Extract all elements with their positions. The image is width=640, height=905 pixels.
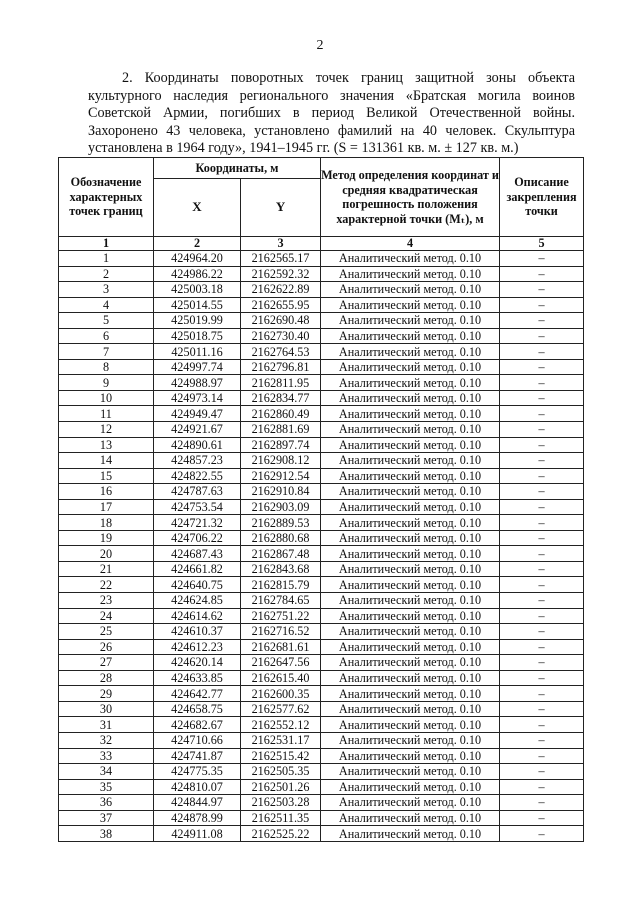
cell-x: 424612.23 xyxy=(154,639,241,655)
cell-point-id: 23 xyxy=(59,593,154,609)
cell-description: – xyxy=(500,282,584,298)
cell-description: – xyxy=(500,577,584,593)
cell-y: 2162834.77 xyxy=(241,390,321,406)
cell-x: 424614.62 xyxy=(154,608,241,624)
cell-x: 425019.99 xyxy=(154,313,241,329)
cell-x: 425003.18 xyxy=(154,282,241,298)
table-row xyxy=(59,515,584,531)
cell-point-id: 6 xyxy=(59,328,154,344)
cell-point-id: 37 xyxy=(59,810,154,826)
cell-method: Аналитический метод. 0.10 xyxy=(321,748,500,764)
table-row xyxy=(59,593,584,609)
cell-x: 424753.54 xyxy=(154,499,241,515)
cell-x: 424682.67 xyxy=(154,717,241,733)
cell-method: Аналитический метод. 0.10 xyxy=(321,251,500,267)
coordinates-table xyxy=(58,157,584,842)
cell-y: 2162647.56 xyxy=(241,655,321,671)
table-row xyxy=(59,639,584,655)
cell-method: Аналитический метод. 0.10 xyxy=(321,422,500,438)
cell-method: Аналитический метод. 0.10 xyxy=(321,701,500,717)
cell-y: 2162730.40 xyxy=(241,328,321,344)
cell-point-id: 16 xyxy=(59,484,154,500)
cell-description: – xyxy=(500,561,584,577)
cell-description: – xyxy=(500,375,584,391)
cell-method: Аналитический метод. 0.10 xyxy=(321,313,500,329)
cell-y: 2162615.40 xyxy=(241,670,321,686)
table-row xyxy=(59,624,584,640)
cell-x: 424661.82 xyxy=(154,561,241,577)
cell-x: 425018.75 xyxy=(154,328,241,344)
page-number: 2 xyxy=(316,38,324,53)
cell-point-id: 24 xyxy=(59,608,154,624)
cell-x: 424890.61 xyxy=(154,437,241,453)
cell-x: 424810.07 xyxy=(154,779,241,795)
cell-x: 424775.35 xyxy=(154,764,241,780)
cell-method: Аналитический метод. 0.10 xyxy=(321,810,500,826)
cell-method: Аналитический метод. 0.10 xyxy=(321,546,500,562)
cell-point-id: 31 xyxy=(59,717,154,733)
cell-description: – xyxy=(500,826,584,842)
cell-x: 424844.97 xyxy=(154,795,241,811)
cell-point-id: 10 xyxy=(59,390,154,406)
table-row xyxy=(59,313,584,329)
cell-method: Аналитический метод. 0.10 xyxy=(321,468,500,484)
cell-y: 2162867.48 xyxy=(241,546,321,562)
header-y: Y xyxy=(241,179,321,237)
cell-description: – xyxy=(500,437,584,453)
cell-point-id: 20 xyxy=(59,546,154,562)
cell-method: Аналитический метод. 0.10 xyxy=(321,561,500,577)
cell-method: Аналитический метод. 0.10 xyxy=(321,515,500,531)
table-row xyxy=(59,779,584,795)
table-row xyxy=(59,717,584,733)
cell-description: – xyxy=(500,297,584,313)
cell-description: – xyxy=(500,639,584,655)
table-row xyxy=(59,732,584,748)
cell-point-id: 36 xyxy=(59,795,154,811)
cell-description: – xyxy=(500,655,584,671)
table-row xyxy=(59,686,584,702)
cell-description: – xyxy=(500,328,584,344)
cell-method: Аналитический метод. 0.10 xyxy=(321,390,500,406)
table-row xyxy=(59,406,584,422)
cell-description: – xyxy=(500,313,584,329)
cell-x: 424640.75 xyxy=(154,577,241,593)
cell-x: 424949.47 xyxy=(154,406,241,422)
cell-description: – xyxy=(500,717,584,733)
cell-method: Аналитический метод. 0.10 xyxy=(321,328,500,344)
cell-method: Аналитический метод. 0.10 xyxy=(321,577,500,593)
cell-method: Аналитический метод. 0.10 xyxy=(321,655,500,671)
cell-method: Аналитический метод. 0.10 xyxy=(321,639,500,655)
cell-method: Аналитический метод. 0.10 xyxy=(321,624,500,640)
cell-description: – xyxy=(500,764,584,780)
cell-x: 425014.55 xyxy=(154,297,241,313)
cell-y: 2162531.17 xyxy=(241,732,321,748)
table-row xyxy=(59,251,584,267)
cell-description: – xyxy=(500,406,584,422)
cell-description: – xyxy=(500,593,584,609)
cell-x: 424964.20 xyxy=(154,251,241,267)
table-row xyxy=(59,468,584,484)
cell-point-id: 30 xyxy=(59,701,154,717)
cell-y: 2162908.12 xyxy=(241,453,321,469)
cell-x: 424624.85 xyxy=(154,593,241,609)
cell-point-id: 15 xyxy=(59,468,154,484)
cell-x: 424986.22 xyxy=(154,266,241,282)
cell-point-id: 25 xyxy=(59,624,154,640)
column-number: 4 xyxy=(321,237,500,251)
table-row xyxy=(59,546,584,562)
cell-x: 424687.43 xyxy=(154,546,241,562)
cell-method: Аналитический метод. 0.10 xyxy=(321,717,500,733)
cell-method: Аналитический метод. 0.10 xyxy=(321,499,500,515)
cell-x: 424658.75 xyxy=(154,701,241,717)
cell-point-id: 19 xyxy=(59,530,154,546)
cell-method: Аналитический метод. 0.10 xyxy=(321,795,500,811)
table-row xyxy=(59,764,584,780)
column-number: 5 xyxy=(500,237,584,251)
cell-x: 424822.55 xyxy=(154,468,241,484)
column-number: 1 xyxy=(59,237,154,251)
table-row xyxy=(59,390,584,406)
cell-y: 2162811.95 xyxy=(241,375,321,391)
cell-method: Аналитический метод. 0.10 xyxy=(321,593,500,609)
cell-y: 2162592.32 xyxy=(241,266,321,282)
cell-y: 2162843.68 xyxy=(241,561,321,577)
cell-description: – xyxy=(500,390,584,406)
cell-description: – xyxy=(500,499,584,515)
table-row xyxy=(59,655,584,671)
cell-method: Аналитический метод. 0.10 xyxy=(321,359,500,375)
cell-y: 2162784.65 xyxy=(241,593,321,609)
cell-method: Аналитический метод. 0.10 xyxy=(321,764,500,780)
cell-point-id: 21 xyxy=(59,561,154,577)
table-row xyxy=(59,297,584,313)
cell-y: 2162552.12 xyxy=(241,717,321,733)
cell-method: Аналитический метод. 0.10 xyxy=(321,530,500,546)
table-row xyxy=(59,344,584,360)
table-body xyxy=(59,251,584,842)
cell-y: 2162690.48 xyxy=(241,313,321,329)
table-row xyxy=(59,359,584,375)
cell-x: 424911.08 xyxy=(154,826,241,842)
cell-method: Аналитический метод. 0.10 xyxy=(321,266,500,282)
cell-y: 2162912.54 xyxy=(241,468,321,484)
header-point-designation: Обозначение характерных точек границ xyxy=(59,158,154,237)
cell-description: – xyxy=(500,624,584,640)
table-row xyxy=(59,266,584,282)
cell-x: 424787.63 xyxy=(154,484,241,500)
cell-description: – xyxy=(500,453,584,469)
cell-method: Аналитический метод. 0.10 xyxy=(321,375,500,391)
cell-y: 2162515.42 xyxy=(241,748,321,764)
cell-point-id: 12 xyxy=(59,422,154,438)
cell-point-id: 38 xyxy=(59,826,154,842)
cell-method: Аналитический метод. 0.10 xyxy=(321,670,500,686)
table-row xyxy=(59,826,584,842)
cell-x: 424878.99 xyxy=(154,810,241,826)
cell-x: 424642.77 xyxy=(154,686,241,702)
table-row xyxy=(59,453,584,469)
cell-method: Аналитический метод. 0.10 xyxy=(321,344,500,360)
cell-point-id: 18 xyxy=(59,515,154,531)
table-row xyxy=(59,561,584,577)
cell-x: 424620.14 xyxy=(154,655,241,671)
cell-y: 2162910.84 xyxy=(241,484,321,500)
cell-point-id: 2 xyxy=(59,266,154,282)
table-row xyxy=(59,670,584,686)
cell-y: 2162903.09 xyxy=(241,499,321,515)
cell-point-id: 33 xyxy=(59,748,154,764)
cell-y: 2162681.61 xyxy=(241,639,321,655)
cell-point-id: 13 xyxy=(59,437,154,453)
cell-x: 424721.32 xyxy=(154,515,241,531)
cell-description: – xyxy=(500,670,584,686)
cell-x: 424988.97 xyxy=(154,375,241,391)
table-row xyxy=(59,328,584,344)
cell-description: – xyxy=(500,266,584,282)
table-row xyxy=(59,701,584,717)
cell-point-id: 35 xyxy=(59,779,154,795)
cell-point-id: 26 xyxy=(59,639,154,655)
cell-method: Аналитический метод. 0.10 xyxy=(321,608,500,624)
cell-y: 2162880.68 xyxy=(241,530,321,546)
cell-method: Аналитический метод. 0.10 xyxy=(321,437,500,453)
cell-method: Аналитический метод. 0.10 xyxy=(321,826,500,842)
cell-y: 2162764.53 xyxy=(241,344,321,360)
table-row xyxy=(59,608,584,624)
cell-y: 2162655.95 xyxy=(241,297,321,313)
cell-y: 2162503.28 xyxy=(241,795,321,811)
cell-description: – xyxy=(500,468,584,484)
cell-y: 2162525.22 xyxy=(241,826,321,842)
cell-description: – xyxy=(500,344,584,360)
cell-point-id: 27 xyxy=(59,655,154,671)
table-row xyxy=(59,437,584,453)
cell-description: – xyxy=(500,515,584,531)
cell-point-id: 4 xyxy=(59,297,154,313)
cell-method: Аналитический метод. 0.10 xyxy=(321,297,500,313)
cell-description: – xyxy=(500,686,584,702)
cell-point-id: 28 xyxy=(59,670,154,686)
cell-description: – xyxy=(500,422,584,438)
header-x: X xyxy=(154,179,241,237)
table-row xyxy=(59,810,584,826)
cell-description: – xyxy=(500,546,584,562)
cell-y: 2162881.69 xyxy=(241,422,321,438)
cell-y: 2162577.62 xyxy=(241,701,321,717)
cell-x: 424921.67 xyxy=(154,422,241,438)
cell-y: 2162860.49 xyxy=(241,406,321,422)
cell-method: Аналитический метод. 0.10 xyxy=(321,686,500,702)
cell-x: 424741.87 xyxy=(154,748,241,764)
cell-method: Аналитический метод. 0.10 xyxy=(321,732,500,748)
table-row xyxy=(59,577,584,593)
cell-description: – xyxy=(500,795,584,811)
cell-y: 2162600.35 xyxy=(241,686,321,702)
cell-description: – xyxy=(500,484,584,500)
cell-point-id: 14 xyxy=(59,453,154,469)
cell-point-id: 3 xyxy=(59,282,154,298)
cell-point-id: 22 xyxy=(59,577,154,593)
cell-description: – xyxy=(500,251,584,267)
cell-y: 2162511.35 xyxy=(241,810,321,826)
table-row xyxy=(59,484,584,500)
table-row xyxy=(59,748,584,764)
cell-point-id: 5 xyxy=(59,313,154,329)
cell-x: 424633.85 xyxy=(154,670,241,686)
cell-point-id: 7 xyxy=(59,344,154,360)
cell-point-id: 34 xyxy=(59,764,154,780)
header-coordinates: Координаты, м xyxy=(154,158,321,179)
cell-method: Аналитический метод. 0.10 xyxy=(321,779,500,795)
cell-point-id: 11 xyxy=(59,406,154,422)
cell-y: 2162501.26 xyxy=(241,779,321,795)
cell-y: 2162716.52 xyxy=(241,624,321,640)
paragraph-text: 2. Координаты поворотных точек границ защитной зоны объекта культурного наследия регионального значения «Братская могила воинов Советской Армии, погибших в период Великой Отечественной войны. Захоронено 43 человека, установлено фамилий на 40 человек. Скульптура установлена в 1964 году», 1941–1945 гг. (S = 131361 кв. м. ± 127 кв. м.) xyxy=(88,70,575,157)
cell-method: Аналитический метод. 0.10 xyxy=(321,406,500,422)
table-row xyxy=(59,282,584,298)
cell-x: 424973.14 xyxy=(154,390,241,406)
cell-description: – xyxy=(500,748,584,764)
cell-y: 2162815.79 xyxy=(241,577,321,593)
table-row xyxy=(59,530,584,546)
cell-x: 424710.66 xyxy=(154,732,241,748)
cell-description: – xyxy=(500,810,584,826)
column-number: 3 xyxy=(241,237,321,251)
cell-point-id: 1 xyxy=(59,251,154,267)
cell-point-id: 9 xyxy=(59,375,154,391)
cell-description: – xyxy=(500,732,584,748)
cell-description: – xyxy=(500,608,584,624)
cell-description: – xyxy=(500,779,584,795)
cell-y: 2162565.17 xyxy=(241,251,321,267)
cell-point-id: 8 xyxy=(59,359,154,375)
cell-x: 425011.16 xyxy=(154,344,241,360)
header-method: Метод определения координат и средняя квадратическая погрешность положения характерной точки (Mₜ), м xyxy=(321,158,500,237)
column-number: 2 xyxy=(154,237,241,251)
cell-description: – xyxy=(500,701,584,717)
cell-x: 424706.22 xyxy=(154,530,241,546)
header-description: Описание закрепления точки xyxy=(500,158,584,237)
table-row xyxy=(59,795,584,811)
cell-method: Аналитический метод. 0.10 xyxy=(321,484,500,500)
section-paragraph xyxy=(88,70,575,158)
cell-y: 2162505.35 xyxy=(241,764,321,780)
cell-point-id: 32 xyxy=(59,732,154,748)
cell-y: 2162751.22 xyxy=(241,608,321,624)
table-row xyxy=(59,375,584,391)
table-row xyxy=(59,499,584,515)
cell-description: – xyxy=(500,359,584,375)
cell-description: – xyxy=(500,530,584,546)
cell-y: 2162796.81 xyxy=(241,359,321,375)
cell-method: Аналитический метод. 0.10 xyxy=(321,282,500,298)
table-row xyxy=(59,422,584,438)
cell-y: 2162622.89 xyxy=(241,282,321,298)
cell-x: 424610.37 xyxy=(154,624,241,640)
cell-x: 424857.23 xyxy=(154,453,241,469)
cell-y: 2162889.53 xyxy=(241,515,321,531)
cell-method: Аналитический метод. 0.10 xyxy=(321,453,500,469)
cell-x: 424997.74 xyxy=(154,359,241,375)
cell-point-id: 29 xyxy=(59,686,154,702)
cell-y: 2162897.74 xyxy=(241,437,321,453)
cell-point-id: 17 xyxy=(59,499,154,515)
